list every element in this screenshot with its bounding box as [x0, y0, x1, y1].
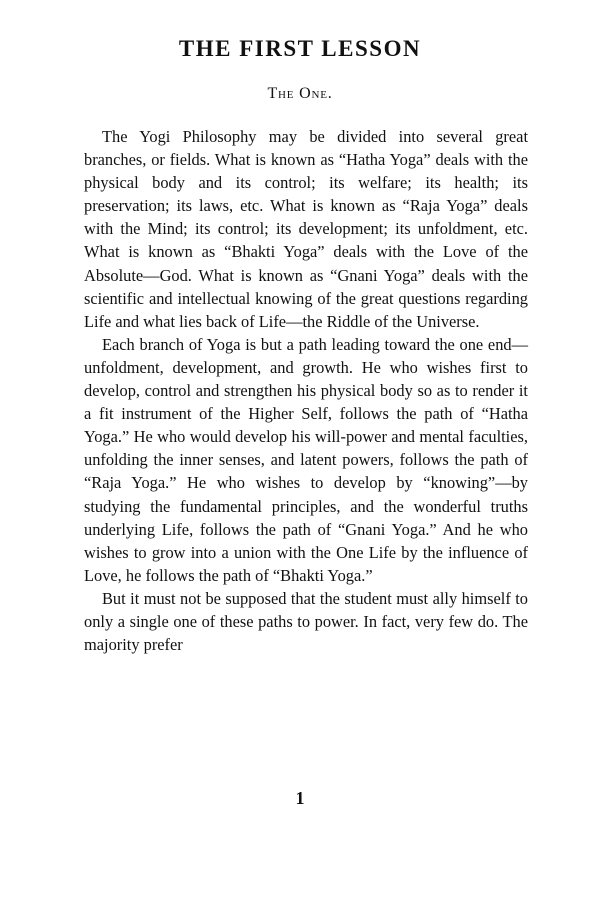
paragraph: The Yogi Philosophy may be divided into several great branches, or fields. What is known as “Hatha Yoga” deals with the physical body and its control; its welfare; its health; its preservation; its laws, etc. What is known as “Raja Yoga” deals with the Mind; its control; its development; its unfoldment, etc. What is known as “Bhakti Yoga” deals with the Love of the Absolute—God. What is known as “Gnani Yoga” deals with the scientific and intellectual knowing of the great questions regarding Life and what lies back of Life—the Riddle of the Universe. [84, 127, 528, 331]
paragraph: But it must not be supposed that the student must ally himself to only a single one of these paths to power. In fact, very few do. The majority prefer [84, 588, 528, 655]
chapter-subtitle: The One. [267, 85, 333, 102]
page-number: 1 [295, 788, 305, 808]
body-text [84, 125, 528, 656]
paragraph: Each branch of Yoga is but a path leading toward the one end—unfoldment, development, and growth. He who wishes first to develop, control and strengthen his physical body so as to render it a fit instrument of the Higher Self, follows the path of “Hatha Yoga.” He who would develop his will-power and mental faculties, unfolding the inner senses, and latent powers, follows the path of “Raja Yoga.” He who wishes to develop by “knowing”—by studying the fundamental principles, and the wonderful truths underlying Life, follows the path of “Gnani Yoga.” And he who wishes to grow into a union with the One Life by the influence of Love, he follows the path of “Bhakti Yoga.” [84, 334, 528, 585]
chapter-title: THE FIRST LESSON [178, 36, 422, 61]
